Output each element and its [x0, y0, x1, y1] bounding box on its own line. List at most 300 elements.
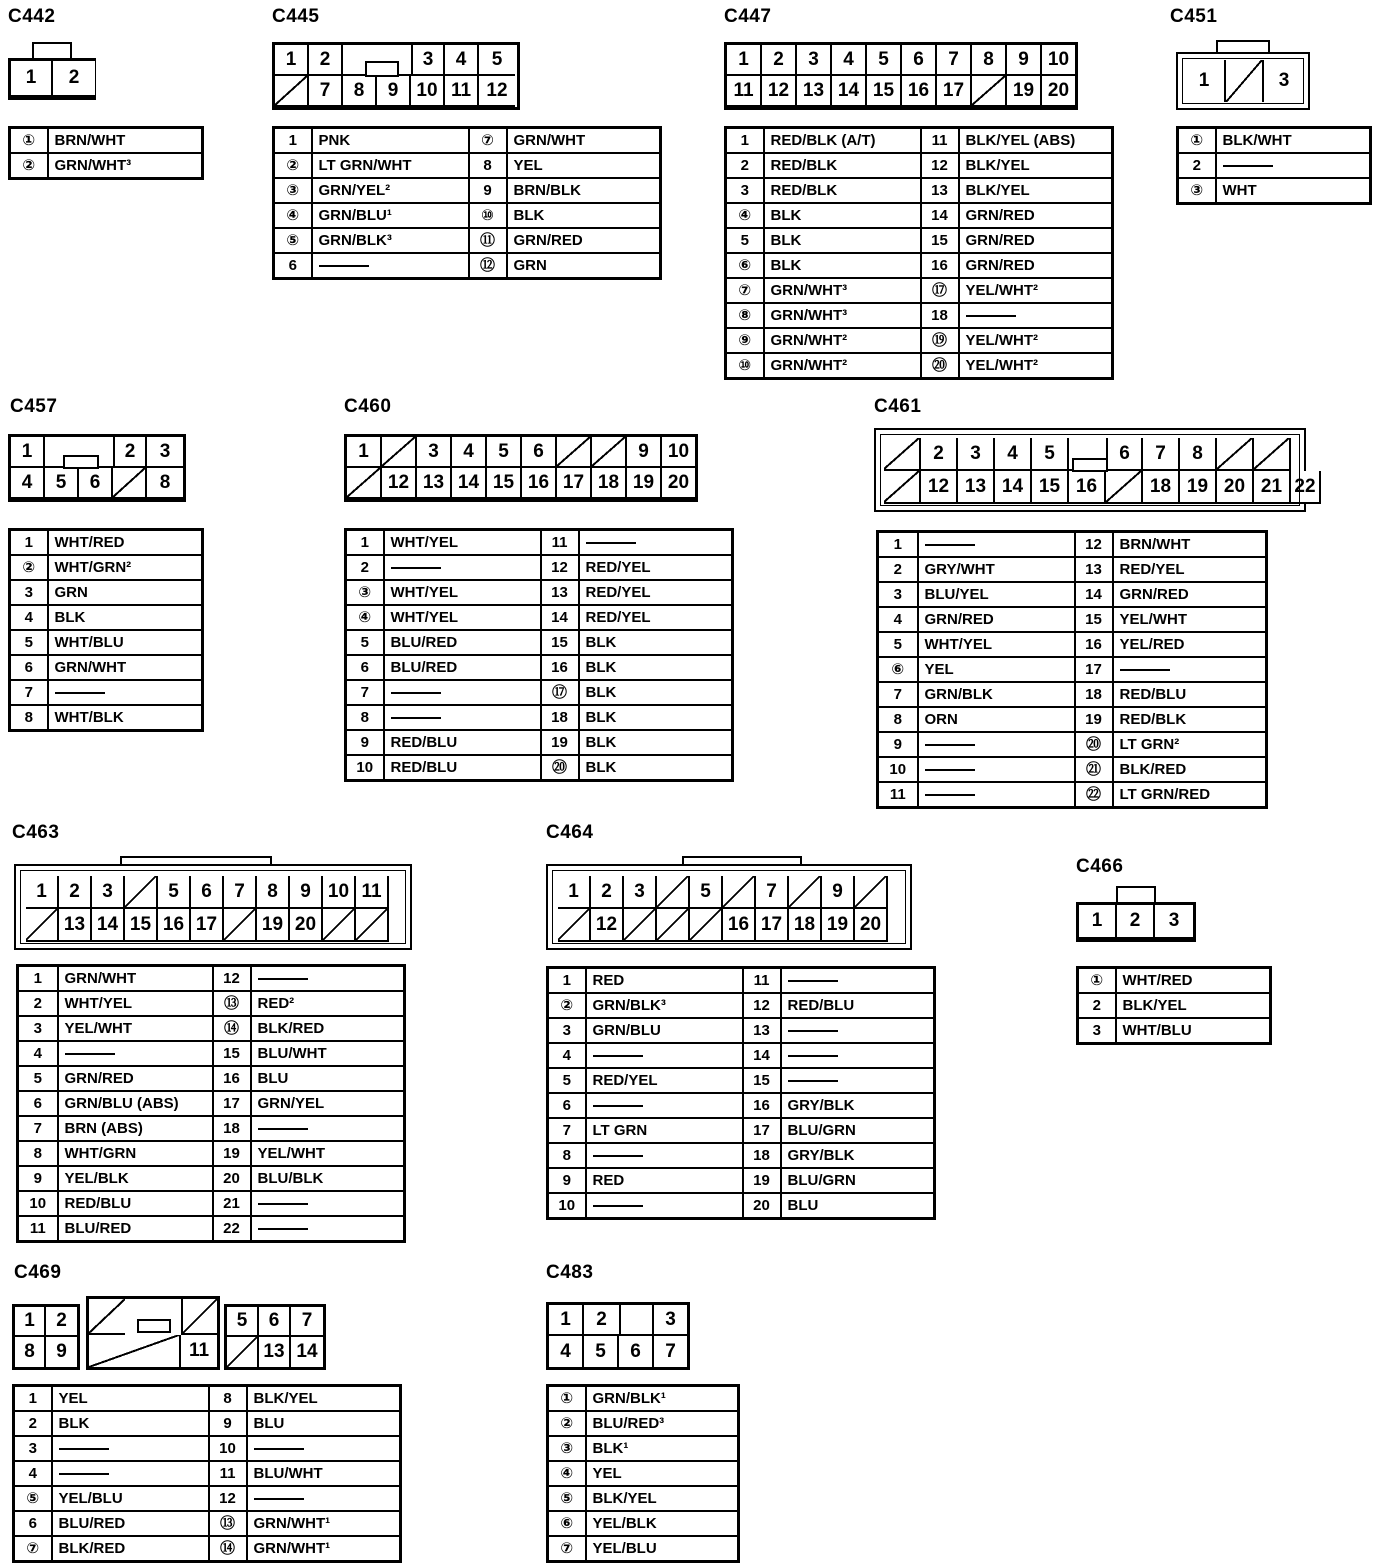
table-row: ③ GRN/YEL² 9 BRN/BLK [274, 178, 661, 203]
pin: 22 [1291, 471, 1321, 504]
pin-empty [227, 1337, 259, 1367]
table-row: 9 RED 19 BLU/GRN [548, 1168, 935, 1193]
unused-wire-dash [1223, 165, 1273, 167]
pin-empty [382, 437, 417, 468]
wire-table-c469 [12, 1384, 402, 1563]
table-row: 2 BLK 9 BLU [14, 1411, 401, 1436]
pin: 9 [627, 437, 662, 468]
pin: 19 [1180, 471, 1217, 504]
unused-wire-dash [59, 1473, 109, 1475]
pin: 5 [227, 1307, 259, 1337]
table-row: ② WHT/GRN² [10, 555, 203, 580]
pin: 20 [290, 909, 323, 942]
pin: 4 [832, 45, 867, 76]
unused-wire-dash [319, 265, 369, 267]
unused-wire-dash [254, 1498, 304, 1500]
connector-title-c460: C460 [344, 396, 392, 417]
pin: 12 [382, 468, 417, 499]
pin: 12 [921, 471, 958, 504]
pin: 6 [619, 1336, 654, 1367]
connector-face-c442 [8, 58, 96, 100]
connector-title-c451: C451 [1170, 6, 1218, 27]
pin: 1 [11, 61, 53, 97]
pin-empty [855, 876, 888, 909]
unused-wire-dash [925, 794, 975, 796]
table-row: ④ BLK 14 GRN/RED [726, 203, 1113, 228]
pin-empty [89, 1335, 181, 1367]
table-row: 1 WHT/YEL 11 [346, 530, 733, 556]
table-row: 2 12 RED/YEL [346, 555, 733, 580]
table-row: 8 WHT/GRN 19 YEL/WHT [18, 1141, 405, 1166]
pin-empty [113, 468, 147, 499]
pin: 13 [417, 468, 452, 499]
pin: 3 [147, 437, 183, 468]
connector-face-c460 [344, 434, 698, 502]
table-row: ⑥ BLK 16 GRN/RED [726, 253, 1113, 278]
pin: 14 [92, 909, 125, 942]
pin: 10 [1042, 45, 1075, 76]
unused-wire-dash [788, 1080, 838, 1082]
table-row: ③ WHT/YEL 13 RED/YEL [346, 580, 733, 605]
pin: 16 [522, 468, 557, 499]
table-row: ② BLU/RED³ [548, 1411, 739, 1436]
pin: 2 [309, 45, 343, 76]
pin-empty [690, 909, 723, 942]
pin: 10 [662, 437, 695, 468]
pin: 20 [1042, 76, 1075, 107]
pin-empty [1254, 438, 1291, 471]
unused-wire-dash [788, 980, 838, 982]
table-row: 3 GRN/BLU 13 [548, 1018, 935, 1043]
table-row: 3 YEL/WHT ⑭ BLK/RED [18, 1016, 405, 1041]
pin: 11 [727, 76, 762, 107]
unused-wire-dash [65, 1053, 115, 1055]
table-row: ⑦ GRN/WHT³ ⑰ YEL/WHT² [726, 278, 1113, 303]
table-row: 6 16 GRY/BLK [548, 1093, 935, 1118]
table-row: 3 WHT/BLU [1078, 1018, 1271, 1044]
pin-empty [972, 76, 1007, 107]
connector-face-c463 [14, 864, 412, 950]
pin-empty [347, 468, 382, 499]
connector-title-c457: C457 [10, 396, 58, 417]
spacer [888, 876, 902, 909]
pin: 2 [53, 61, 95, 97]
pin: 5 [1032, 438, 1069, 471]
pin: 13 [59, 909, 92, 942]
pin: 5 [479, 45, 515, 76]
table-row: 1 YEL 8 BLK/YEL [14, 1386, 401, 1412]
table-row: 5 RED/YEL 15 [548, 1068, 935, 1093]
table-row: 7 LT GRN 17 BLU/GRN [548, 1118, 935, 1143]
unused-wire-dash [966, 315, 1016, 317]
wire-table-c463 [16, 964, 406, 1243]
unused-wire-dash [391, 567, 441, 569]
pin: 16 [1069, 471, 1106, 504]
pin-empty [789, 876, 822, 909]
pin: 2 [1117, 905, 1155, 939]
wire-table-c460 [344, 528, 734, 782]
pin: 6 [522, 437, 557, 468]
table-row: 3 BLU/YEL 14 GRN/RED [878, 582, 1267, 607]
unused-wire-dash [55, 692, 105, 694]
unused-wire-dash [258, 978, 308, 980]
table-row: 10 ㉑ BLK/RED [878, 757, 1267, 782]
connector-title-c461: C461 [874, 396, 922, 417]
wire-table-c451 [1176, 126, 1372, 205]
pin: 3 [797, 45, 832, 76]
table-row: 3 GRN [10, 580, 203, 605]
unused-wire-dash [258, 1228, 308, 1230]
pin: 3 [958, 438, 995, 471]
wire-table-c464 [546, 966, 936, 1220]
table-row: ④ YEL [548, 1461, 739, 1486]
connector-title-c442: C442 [8, 6, 56, 27]
table-row: 2 RED/BLK 12 BLK/YEL [726, 153, 1113, 178]
pin: 2 [921, 438, 958, 471]
pin: 17 [557, 468, 592, 499]
pin: 9 [822, 876, 855, 909]
pin: 1 [549, 1305, 584, 1336]
table-row: 6 ⑫ GRN [274, 253, 661, 279]
table-row: 10 RED/BLU 21 [18, 1191, 405, 1216]
pin: 5 [584, 1336, 619, 1367]
table-row: 11 ㉒ LT GRN/RED [878, 782, 1267, 808]
pin: 9 [1007, 45, 1042, 76]
pin: 12 [479, 76, 515, 107]
table-row: 10 RED/BLU ⑳ BLK [346, 755, 733, 781]
pin-empty [723, 876, 756, 909]
connector-face-c451 [1176, 52, 1310, 110]
pin: 18 [1143, 471, 1180, 504]
pin: 9 [377, 76, 411, 107]
table-row: 5 WHT/BLU [10, 630, 203, 655]
connector-latch [1072, 458, 1108, 472]
unused-wire-dash [925, 544, 975, 546]
pin: 3 [624, 876, 657, 909]
pin: 8 [972, 45, 1007, 76]
table-row: 6 GRN/WHT [10, 655, 203, 680]
table-row: ⑥ YEL/BLK [548, 1511, 739, 1536]
connector-title-c445: C445 [272, 6, 320, 27]
table-row: ② GRN/WHT³ [10, 153, 203, 179]
pin: 6 [259, 1307, 291, 1337]
pin: 14 [291, 1337, 323, 1367]
pin: 8 [343, 76, 377, 107]
pin: 10 [323, 876, 356, 909]
pin: 16 [723, 909, 756, 942]
pin-empty [224, 909, 257, 942]
connector-face-c469-left [12, 1304, 80, 1370]
pin: 1 [1184, 60, 1224, 102]
table-row: 11 BLU/RED 22 [18, 1216, 405, 1242]
pin: 1 [26, 876, 59, 909]
table-row: ⑦ BLK/RED ⑭ GRN/WHT¹ [14, 1536, 401, 1562]
table-row: 10 20 BLU [548, 1193, 935, 1219]
pin: 20 [662, 468, 695, 499]
pin: 20 [855, 909, 888, 942]
pin: 9 [46, 1337, 77, 1367]
pin: 1 [347, 437, 382, 468]
connector-title-c466: C466 [1076, 856, 1124, 877]
pin: 15 [125, 909, 158, 942]
pin-empty [1106, 471, 1143, 504]
table-row: ① WHT/RED [1078, 968, 1271, 994]
pin: 15 [487, 468, 522, 499]
table-row: 5 BLU/RED 15 BLK [346, 630, 733, 655]
pin-empty [125, 876, 158, 909]
pin: 4 [11, 468, 45, 499]
unused-wire-dash [593, 1205, 643, 1207]
connector-face-c457 [8, 434, 186, 502]
pin-empty [657, 876, 690, 909]
table-row: ⑤ GRN/BLK³ ⑪ GRN/RED [274, 228, 661, 253]
spacer [1291, 438, 1321, 471]
table-row: 3 10 [14, 1436, 401, 1461]
table-row: 3 RED/BLK 13 BLK/YEL [726, 178, 1113, 203]
pin: 5 [158, 876, 191, 909]
table-row: 2 GRY/WHT 13 RED/YEL [878, 557, 1267, 582]
table-row: 1 PNK ⑦ GRN/WHT [274, 128, 661, 154]
pin: 14 [995, 471, 1032, 504]
pin: 8 [1180, 438, 1217, 471]
connector-title-c469: C469 [14, 1262, 62, 1283]
table-row: 2 WHT/YEL ⑬ RED² [18, 991, 405, 1016]
key-slot [619, 1305, 654, 1336]
unused-wire-dash [593, 1105, 643, 1107]
pin: 7 [291, 1307, 323, 1337]
table-row: 4 15 BLU/WHT [18, 1041, 405, 1066]
pin: 2 [59, 876, 92, 909]
table-row: ⑨ GRN/WHT² ⑲ YEL/WHT² [726, 328, 1113, 353]
connector-title-c483: C483 [546, 1262, 594, 1283]
pin: 17 [937, 76, 972, 107]
pin: 9 [290, 876, 323, 909]
connector-latch [365, 61, 399, 77]
table-row: 6 BLU/RED 16 BLK [346, 655, 733, 680]
connector-title-c464: C464 [546, 822, 594, 843]
table-row: 1 12 BRN/WHT [878, 532, 1267, 558]
pin: 2 [762, 45, 797, 76]
pin: 18 [592, 468, 627, 499]
table-row: 5 BLK 15 GRN/RED [726, 228, 1113, 253]
connector-title-c463: C463 [12, 822, 60, 843]
pin: 3 [654, 1305, 687, 1336]
pin: 8 [147, 468, 183, 499]
table-row: ④ WHT/YEL 14 RED/YEL [346, 605, 733, 630]
pin: 12 [591, 909, 624, 942]
pin: 19 [627, 468, 662, 499]
pin: 1 [11, 437, 45, 468]
pin: 2 [584, 1305, 619, 1336]
table-row: 1 WHT/RED [10, 530, 203, 556]
table-row: ⑦ YEL/BLU [548, 1536, 739, 1562]
pin: 1 [1079, 905, 1117, 939]
pin-empty [558, 909, 591, 942]
pin: 12 [762, 76, 797, 107]
table-row: ① BLK/WHT [1178, 128, 1371, 154]
pin-empty [275, 76, 309, 107]
pin: 14 [832, 76, 867, 107]
table-row: 4 14 [548, 1043, 935, 1068]
table-row: 8 18 GRY/BLK [548, 1143, 935, 1168]
pin: 5 [45, 468, 79, 499]
wire-table-c457 [8, 528, 204, 732]
table-row: 9 YEL/BLK 20 BLU/BLK [18, 1166, 405, 1191]
connector-face-c464 [546, 864, 912, 950]
wire-table-c466 [1076, 966, 1272, 1045]
table-row: ③ BLK¹ [548, 1436, 739, 1461]
unused-wire-dash [593, 1055, 643, 1057]
table-row: 2 BLK/YEL [1078, 993, 1271, 1018]
pin-empty [592, 437, 627, 468]
table-row: ① GRN/BLK¹ [548, 1386, 739, 1412]
pin-empty [26, 909, 59, 942]
unused-wire-dash [1120, 669, 1170, 671]
unused-wire-dash [391, 692, 441, 694]
table-row: 4 BLK [10, 605, 203, 630]
pin-empty [181, 1299, 217, 1335]
pin: 3 [417, 437, 452, 468]
pin-empty [1224, 60, 1264, 102]
pin: 11 [445, 76, 479, 107]
pin: 2 [591, 876, 624, 909]
unused-wire-dash [788, 1055, 838, 1057]
connector-face-c466 [1076, 902, 1196, 942]
pin: 3 [92, 876, 125, 909]
pin: 13 [259, 1337, 291, 1367]
table-row: 6 GRN/BLU (ABS) 17 GRN/YEL [18, 1091, 405, 1116]
wire-table-c445 [272, 126, 662, 280]
connector-latch [137, 1319, 171, 1333]
unused-wire-dash [593, 1155, 643, 1157]
pin: 13 [958, 471, 995, 504]
pin: 1 [558, 876, 591, 909]
table-row: ② LT GRN/WHT 8 YEL [274, 153, 661, 178]
pin: 16 [158, 909, 191, 942]
pin: 13 [797, 76, 832, 107]
pin: 1 [275, 45, 309, 76]
table-row: 9 ⑳ LT GRN² [878, 732, 1267, 757]
table-row: ⑥ YEL 17 [878, 657, 1267, 682]
pin-empty [657, 909, 690, 942]
pin: 2 [113, 437, 147, 468]
pin-empty [356, 909, 389, 942]
table-row: ④ GRN/BLU¹ ⑩ BLK [274, 203, 661, 228]
unused-wire-dash [788, 1030, 838, 1032]
pin: 4 [452, 437, 487, 468]
table-row: ⑩ GRN/WHT² ⑳ YEL/WHT² [726, 353, 1113, 379]
pin: 19 [1007, 76, 1042, 107]
pin-empty [884, 471, 921, 504]
pin: 4 [995, 438, 1032, 471]
table-row: ② GRN/BLK³ 12 RED/BLU [548, 993, 935, 1018]
pin: 6 [191, 876, 224, 909]
pin: 2 [46, 1307, 77, 1337]
pin-empty [624, 909, 657, 942]
table-row: ③ WHT [1178, 178, 1371, 204]
pin: 16 [902, 76, 937, 107]
wire-table-c447 [724, 126, 1114, 380]
pin: 18 [789, 909, 822, 942]
pin: 11 [356, 876, 389, 909]
table-row: 9 RED/BLU 19 BLK [346, 730, 733, 755]
pin: 7 [654, 1336, 687, 1367]
unused-wire-dash [391, 717, 441, 719]
wire-table-c442 [8, 126, 204, 180]
pin: 4 [445, 45, 479, 76]
pin: 21 [1254, 471, 1291, 504]
table-row: 8 ORN 19 RED/BLK [878, 707, 1267, 732]
pin: 15 [867, 76, 902, 107]
pin: 7 [1143, 438, 1180, 471]
pin: 4 [549, 1336, 584, 1367]
pin: 7 [756, 876, 789, 909]
unused-wire-dash [925, 769, 975, 771]
pin-empty [1217, 438, 1254, 471]
table-row: 5 WHT/YEL 16 YEL/RED [878, 632, 1267, 657]
connector-title-c447: C447 [724, 6, 772, 27]
pin: 7 [224, 876, 257, 909]
pin: 10 [411, 76, 445, 107]
wire-table-c483 [546, 1384, 740, 1563]
pin-empty [323, 909, 356, 942]
pin: 3 [411, 45, 445, 76]
unused-wire-dash [254, 1448, 304, 1450]
pin: 5 [867, 45, 902, 76]
pin: 3 [1264, 60, 1304, 102]
pin: 6 [79, 468, 113, 499]
pin: 11 [181, 1335, 217, 1367]
table-row: 7 ⑰ BLK [346, 680, 733, 705]
table-row: ⑤ BLK/YEL [548, 1486, 739, 1511]
spacer [389, 876, 411, 909]
table-row: 4 11 BLU/WHT [14, 1461, 401, 1486]
pin: 7 [937, 45, 972, 76]
table-row: 1 GRN/WHT 12 [18, 966, 405, 992]
pin: 20 [1217, 471, 1254, 504]
pin: 17 [191, 909, 224, 942]
unused-wire-dash [59, 1448, 109, 1450]
table-row: 8 18 BLK [346, 705, 733, 730]
connector-face-c461 [874, 428, 1316, 512]
table-row: 7 GRN/BLK 18 RED/BLU [878, 682, 1267, 707]
pin: 6 [902, 45, 937, 76]
table-row: 4 GRN/RED 15 YEL/WHT [878, 607, 1267, 632]
table-row: 2 [1178, 153, 1371, 178]
pin: 8 [15, 1337, 46, 1367]
pin: 6 [1106, 438, 1143, 471]
table-row: 7 BRN (ABS) 18 [18, 1116, 405, 1141]
pin: 1 [15, 1307, 46, 1337]
wire-table-c461 [876, 530, 1268, 809]
table-row: ① BRN/WHT [10, 128, 203, 154]
pin-empty [89, 1299, 125, 1335]
connector-face-c469-mid [86, 1296, 220, 1370]
pin: 5 [690, 876, 723, 909]
pin: 3 [1155, 905, 1193, 939]
pin: 7 [309, 76, 343, 107]
connector-latch [63, 455, 99, 469]
pin: 5 [487, 437, 522, 468]
pin: 19 [822, 909, 855, 942]
pin: 1 [727, 45, 762, 76]
table-row: 8 WHT/BLK [10, 705, 203, 731]
table-row: ⑤ YEL/BLU 12 [14, 1486, 401, 1511]
pin: 15 [1032, 471, 1069, 504]
table-row: ⑧ GRN/WHT³ 18 [726, 303, 1113, 328]
connector-face-c483 [546, 1302, 690, 1370]
pin: 17 [756, 909, 789, 942]
